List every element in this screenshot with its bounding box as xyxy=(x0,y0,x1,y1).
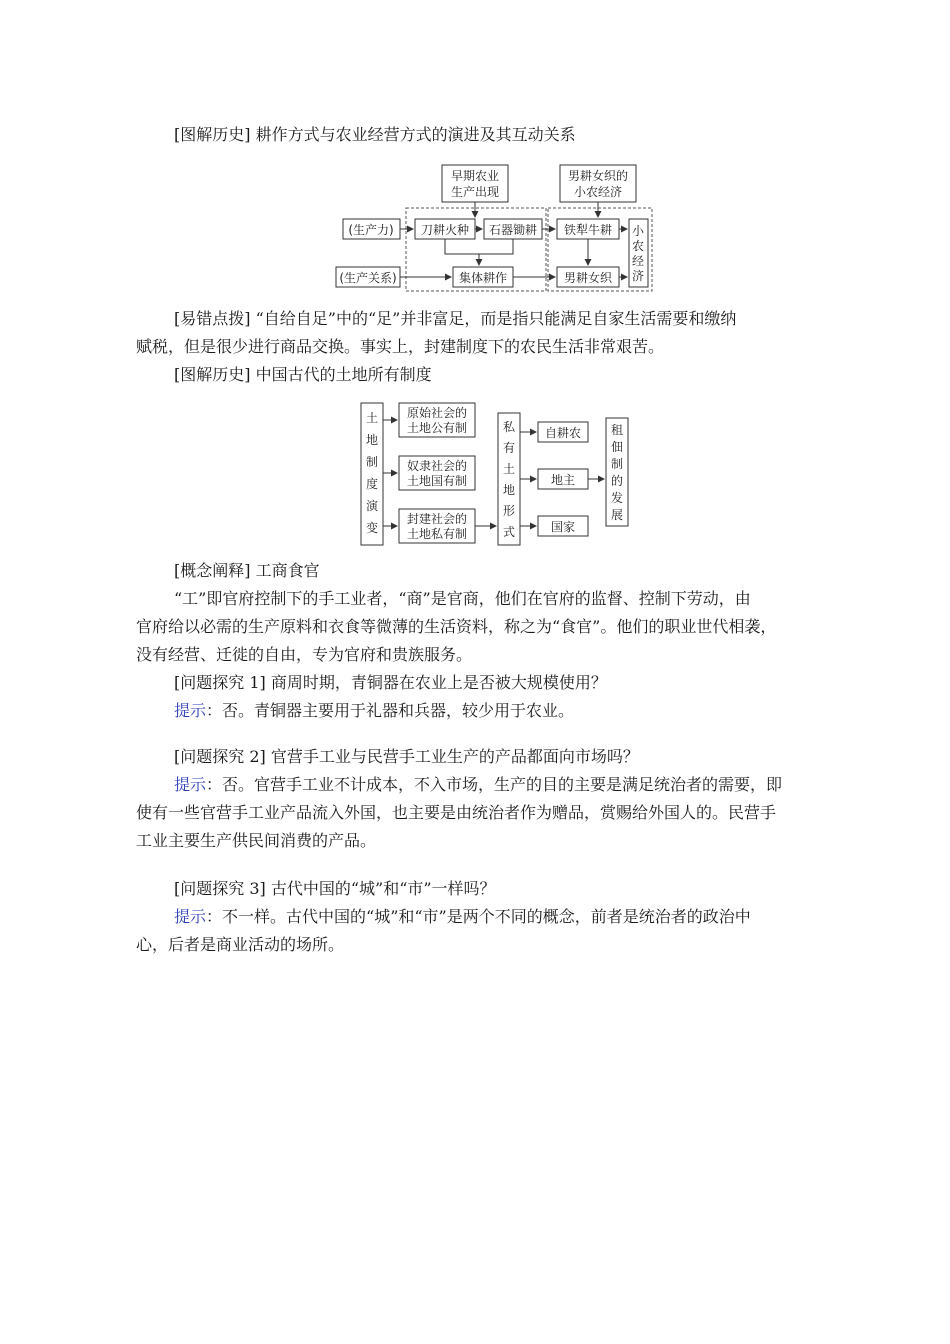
label-small-farm-0: 小 xyxy=(631,224,645,238)
label-small-farm-3: 济 xyxy=(631,269,645,283)
label-small-farm-1: 农 xyxy=(631,239,645,253)
section-bracket: [概念阐释] xyxy=(174,561,251,580)
label-relations: (生产关系) xyxy=(339,271,397,285)
label-slash-burn: 刀耕火种 xyxy=(420,223,470,237)
label-private-forms-5: 式 xyxy=(502,525,516,539)
label-men-plow: 男耕女织 xyxy=(563,271,613,285)
answer-2-line-3: 工业主要生产供民间消费的产品。 xyxy=(136,831,377,850)
answer-3-line-2: 心，后者是商业活动的场所。 xyxy=(136,935,345,954)
label-tenancy-2: 制 xyxy=(610,457,624,471)
label-feudal-1: 封建社会的 xyxy=(406,512,468,526)
label-land-evolution-2: 制 xyxy=(365,455,379,469)
label-iron-ox: 铁犁牛耕 xyxy=(563,223,613,237)
concept-paragraph-line-3: 没有经营、迁徙的自由，专为官府和贵族服务。 xyxy=(136,645,473,664)
section-title-text: 耕作方式与农业经营方式的演进及其互动关系 xyxy=(255,125,576,144)
label-male-female-1: 男耕女织的 xyxy=(567,169,629,183)
label-land-evolution-3: 度 xyxy=(365,477,379,491)
section-bracket: [图解历史] xyxy=(174,125,251,144)
question-3: [问题探究 3] 古代中国的“城”和“市”一样吗？ xyxy=(174,879,496,898)
label-slave-2: 土地国有制 xyxy=(406,474,468,488)
concept-paragraph-line-1: “工”即官府控制下的手工业者，“商”是官商，他们在官府的监督、控制下劳动，由 xyxy=(174,589,751,608)
label-private-forms-1: 有 xyxy=(502,441,516,455)
label-private-forms-3: 地 xyxy=(502,483,516,497)
label-early-agriculture-2: 生产出现 xyxy=(450,185,500,199)
label-slave-1: 奴隶社会的 xyxy=(406,459,468,473)
answer-text: ：否。官营手工业不计成本，不入市场，生产的目的主要是满足统治者的需要，即 xyxy=(206,775,783,794)
label-land-evolution-5: 变 xyxy=(365,521,379,535)
label-tenancy-1: 佃 xyxy=(610,440,624,454)
label-tenancy-5: 展 xyxy=(610,508,624,522)
label-landlord: 地主 xyxy=(550,473,576,487)
label-early-agriculture-1: 早期农业 xyxy=(450,169,500,183)
error-tip-text: “自给自足”中的“足”并非富足，而是指只能满足自家生活需要和缴纳 xyxy=(255,309,737,328)
question-2: [问题探究 2] 官营手工业与民营手工业生产的产品都面向市场吗？ xyxy=(174,747,639,766)
concept-paragraph-line-2: 官府给以必需的生产原料和衣食等微薄的生活资料，称之为“食官”。他们的职业世代相袭， xyxy=(136,617,777,636)
label-land-evolution-0: 土 xyxy=(365,411,379,425)
error-tip-line-1 xyxy=(174,308,736,330)
label-tenancy-3: 的 xyxy=(610,474,624,488)
label-private-forms-4: 形 xyxy=(502,504,516,518)
label-land-evolution-4: 演 xyxy=(365,499,379,513)
error-tip-line-2: 赋税，但是很少进行商品交换。事实上，封建制度下的农民生活非常艰苦。 xyxy=(136,337,665,356)
concept-title xyxy=(174,560,320,582)
hint-label: 提示 xyxy=(174,775,207,794)
label-private-forms-2: 土 xyxy=(502,462,516,476)
answer-2-line-2: 使有一些官营手工业产品流入外国，也主要是由统治者作为赠品，赏赐给外国人的。民营手 xyxy=(136,803,777,822)
section-title-diagram-2 xyxy=(174,364,432,386)
label-feudal-2: 土地私有制 xyxy=(406,527,468,541)
label-self-farmer: 自耕农 xyxy=(544,426,582,440)
answer-2-line-1 xyxy=(174,774,782,796)
label-private-forms-0: 私 xyxy=(502,420,516,434)
answer-3-line-1 xyxy=(174,906,751,928)
section-bracket: [图解历史] xyxy=(174,365,251,384)
label-stone-tools: 石器锄耕 xyxy=(488,223,538,237)
section-bracket: [易错点拨] xyxy=(174,309,251,328)
answer-1 xyxy=(174,700,574,722)
concept-title-text: 工商食官 xyxy=(255,561,320,580)
answer-text: ：不一样。古代中国的“城”和“市”是两个不同的概念，前者是统治者的政治中 xyxy=(206,907,751,926)
section-title-text: 中国古代的土地所有制度 xyxy=(255,365,432,384)
question-1: [问题探究 1] 商周时期，青铜器在农业上是否被大规模使用？ xyxy=(174,673,607,692)
label-small-farm-2: 经 xyxy=(631,254,645,268)
label-primitive-1: 原始社会的 xyxy=(406,406,468,420)
label-state: 国家 xyxy=(550,520,576,534)
hint-label: 提示 xyxy=(174,701,207,720)
label-productivity: (生产力) xyxy=(348,223,394,237)
hint-label: 提示 xyxy=(174,907,207,926)
label-tenancy-4: 发 xyxy=(610,491,624,505)
label-tenancy-0: 租 xyxy=(610,423,624,437)
answer-text: ：否。青铜器主要用于礼器和兵器，较少用于农业。 xyxy=(206,701,575,720)
label-land-evolution-1: 地 xyxy=(365,433,379,447)
label-male-female-2: 小农经济 xyxy=(573,185,623,199)
label-primitive-2: 土地公有制 xyxy=(406,421,468,435)
label-collective: 集体耕作 xyxy=(458,271,508,285)
